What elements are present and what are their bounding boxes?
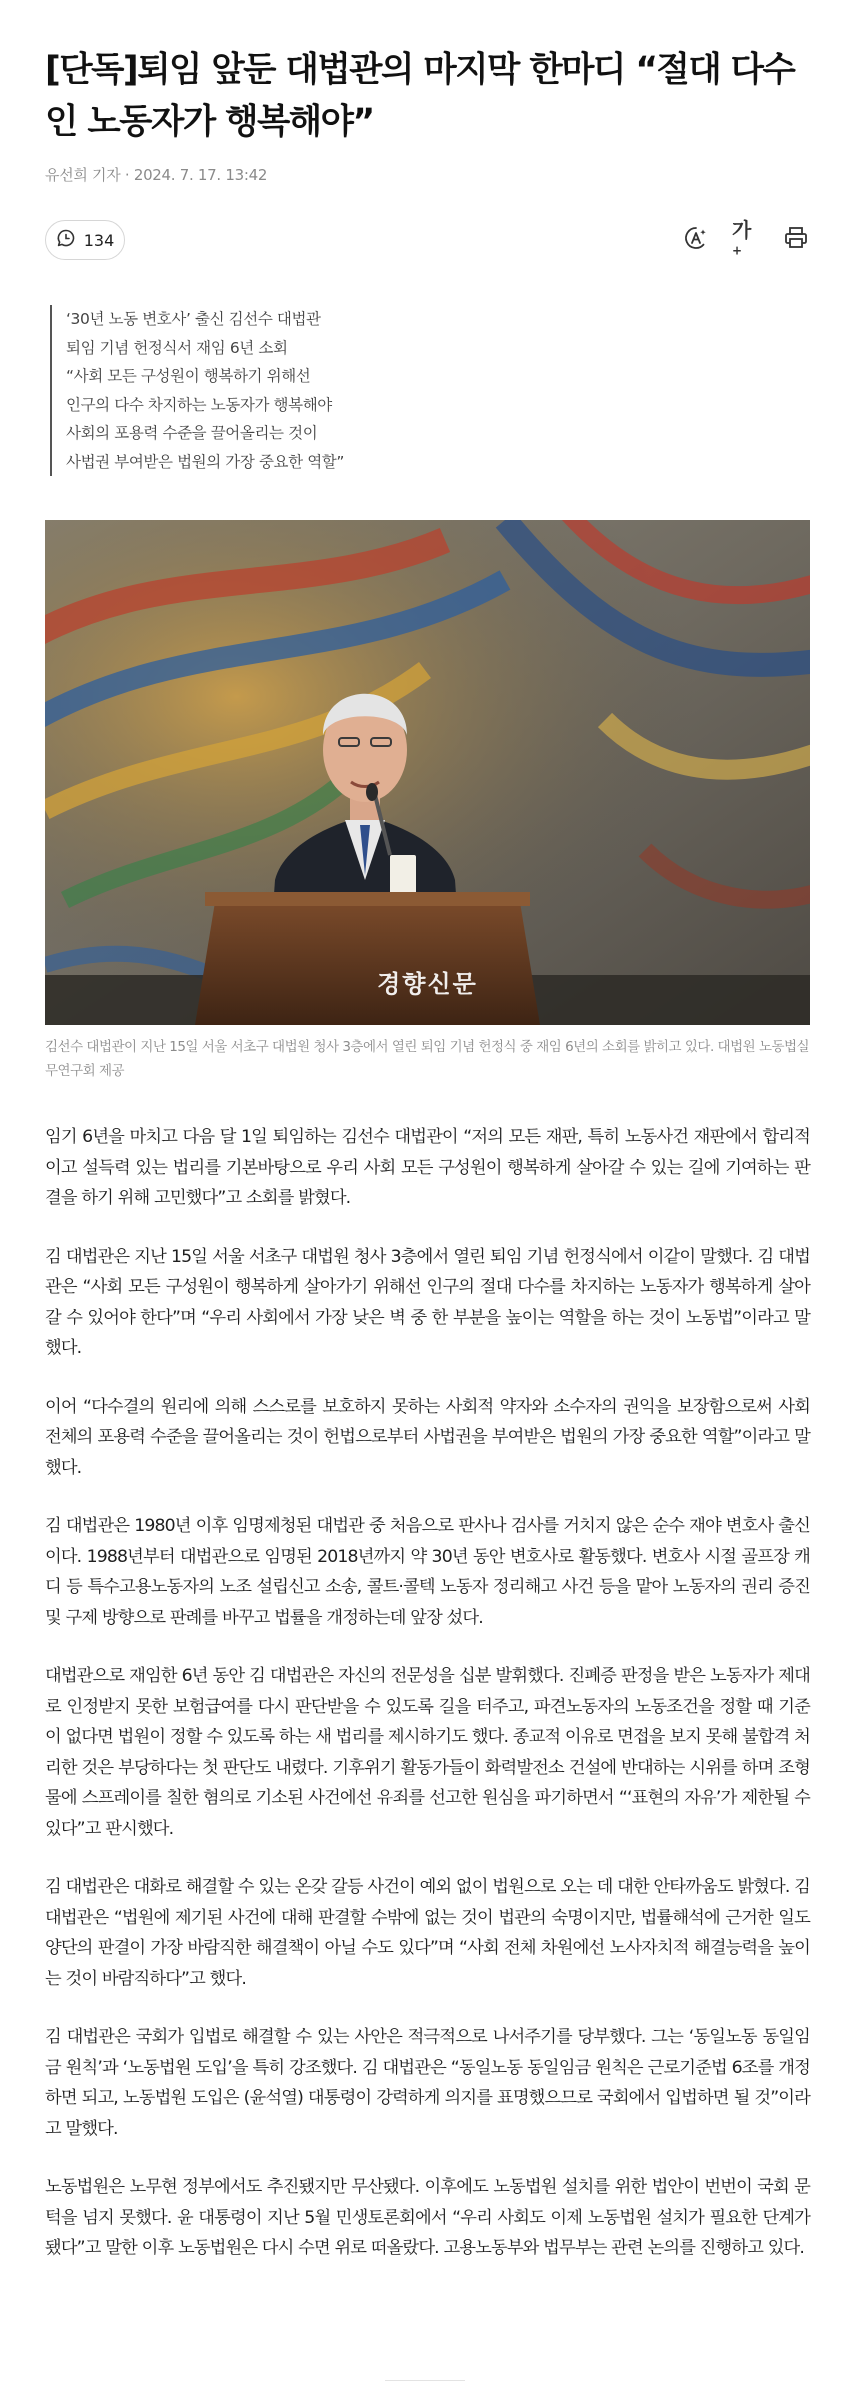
speech-bubble-icon [56,228,76,252]
font-size-button[interactable] [732,217,760,257]
body-paragraph: 김 대법관은 지난 15일 서울 서초구 대법원 청사 3층에서 열린 퇴임 기념 헌정식에서 이같이 말했다. 김 대법관은 “사회 모든 구성원이 행복하게 살아가기 위해선 인구의 절대 다수를 차지하는 노동자가 행복하게 살아갈 수 있어야 한다”며 “우리 사회에서 가장 낮은 벽 중 한 부분을 높이는 역할을 하는 것이 노동법”이라고 말했다. [45,1246,810,1358]
article-summary [50,305,610,476]
article-headline: [단독]퇴임 앞둔 대법관의 마지막 한마디 “절대 다수인 노동자가 행복해야” [45,50,795,142]
summary-line: 사법권 부여받은 법원의 가장 중요한 역할” [66,452,345,471]
summary-line: 사회의 포용력 수준을 끌어올리는 것이 [66,424,318,442]
comment-count: 134 [83,230,115,250]
article-toolbar [45,217,810,260]
body-paragraph: 김 대법관은 대화로 해결할 수 있는 온갖 갈등 사건이 예외 없이 법원으로 오는 데 대한 안타까움도 밝혔다. 김 대법관은 “법원에 제기된 사건에 대해 판결할 수밖에 없는 것이 법관의 숙명이지만, 법률해석에 근거한 일도양단의 판결이 가장 바람직한 해결책이 아닐 수도 있다”며 “사회 전체 차원에선 노사자치적 해결능력을 높이는 것이 바람직하다”고 했다. [45,1877,810,1989]
photo-watermark: 경향신문 [377,969,478,998]
footer-divider [385,2380,465,2381]
printer-icon [783,225,809,255]
font-size-icon [732,214,760,267]
body-paragraph: 김 대법관은 1980년 이후 임명제청된 대법관 중 처음으로 판사나 검사를 거치지 않은 순수 재야 변호사 출신이다. 1988년부터 대법관으로 임명된 2018년까지 약 30년 동안 변호사로 활동했다. 변호사 시절 골프장 캐디 등 특수고용노동자의 노조 설립신고 소송, 콜트·콜텍 노동자 정리해고 사건 등을 맡아 노동자의 권리 증진 및 구제 방향으로 판례를 바꾸고 법률을 개정하는데 앞장 섰다. [45,1516,810,1628]
photo-caption: 김선수 대법관이 지난 15일 서울 서초구 대법원 청사 3층에서 열린 퇴임 기념 헌정식 중 재임 6년의 소회를 밝히고 있다. 대법원 노동법실무연구회 제공 [45,1039,810,1079]
print-button[interactable] [782,226,810,254]
body-paragraph: 노동법원은 노무현 정부에서도 추진됐지만 무산됐다. 이후에도 노동법원 설치를 위한 법안이 번번이 국회 문턱을 넘지 못했다. 윤 대통령이 지난 5월 민생토론회에서 “우리 사회도 이제 노동법원 설치가 필요한 단계가 됐다”고 말한 이후 노동법원은 다시 수면 위로 떠올랐다. 고용노동부와 법무부는 관련 논의를 진행하고 있다. [45,2177,810,2258]
summary-line: “사회 모든 구성원이 행복하기 위해선 [66,367,311,385]
body-paragraph: 대법관으로 재임한 6년 동안 김 대법관은 자신의 전문성을 십분 발휘했다. 진폐증 판정을 받은 노동자가 제대로 인정받지 못한 보험급여를 다시 판단받을 수 있도록 길을 터주고, 파견노동자의 노동조건을 정할 때 기준이 없다면 법원이 정할 수 있도록 하는 새 법리를 제시하기도 했다. 종교적 이유로 면접을 보지 못해 불합격 처리한 것은 부당하다는 첫 판단도 내렸다. 기후위기 활동가들이 화력발전소 건설에 반대하는 시위를 하며 조형물에 스프레이를 칠한 혐의로 기소된 사건에선 유죄를 선고한 원심을 파기하면서 “‘표현의 자유’가 제한될 수 있다”고 판시했다. [45,1666,810,1839]
ai-summary-button[interactable] [682,226,710,254]
summary-line: 인구의 다수 차지하는 노동자가 행복해야 [66,395,332,414]
article-photo [45,520,810,1025]
summary-line: ‘30년 노동 변호사’ 출신 김선수 대법관 [66,310,321,328]
summary-line: 퇴임 기념 헌정식서 재임 6년 소회 [66,338,288,357]
font-size-plus: + [732,242,743,257]
article-byline: 유선희 기자 · 2024. 7. 17. 13:42 [45,166,268,184]
ai-summary-icon [683,225,709,255]
body-paragraph: 임기 6년을 마치고 다음 달 1일 퇴임하는 김선수 대법관이 “저의 모든 재판, 특히 노동사건 재판에서 합리적이고 설득력 있는 법리를 기본바탕으로 우리 사회 모든 구성원이 행복하게 살아갈 수 있는 길에 기여하는 판결을 하기 위해 고민했다”고 소회를 밝혔다. [45,1127,810,1208]
article-body [45,1122,810,2292]
photo-illustration [45,520,810,1025]
font-size-label: 가 [732,217,752,242]
body-paragraph: 이어 “다수결의 원리에 의해 스스로를 보호하지 못하는 사회적 약자와 소수자의 권익을 보장함으로써 사회 전체의 포용력 수준을 끌어올리는 것이 헌법으로부터 사법권을 부여받은 법원의 가장 중요한 역할”이라고 말했다. [45,1396,810,1478]
comment-button[interactable] [45,220,125,260]
body-paragraph: 김 대법관은 국회가 입법로 해결할 수 있는 사안은 적극적으로 나서주기를 당부했다. 그는 ‘동일노동 동일임금 원칙’과 ‘노동법원 도입’을 특히 강조했다. 김 대법관은 “동일노동 동일임금 원칙은 근로기준법 6조를 개정하면 되고, 노동법원 도입은 (윤석열) 대통령이 강력하게 의지를 표명했으므로 국회에서 입법하면 될 것”이라고 말했다. [45,2027,810,2139]
